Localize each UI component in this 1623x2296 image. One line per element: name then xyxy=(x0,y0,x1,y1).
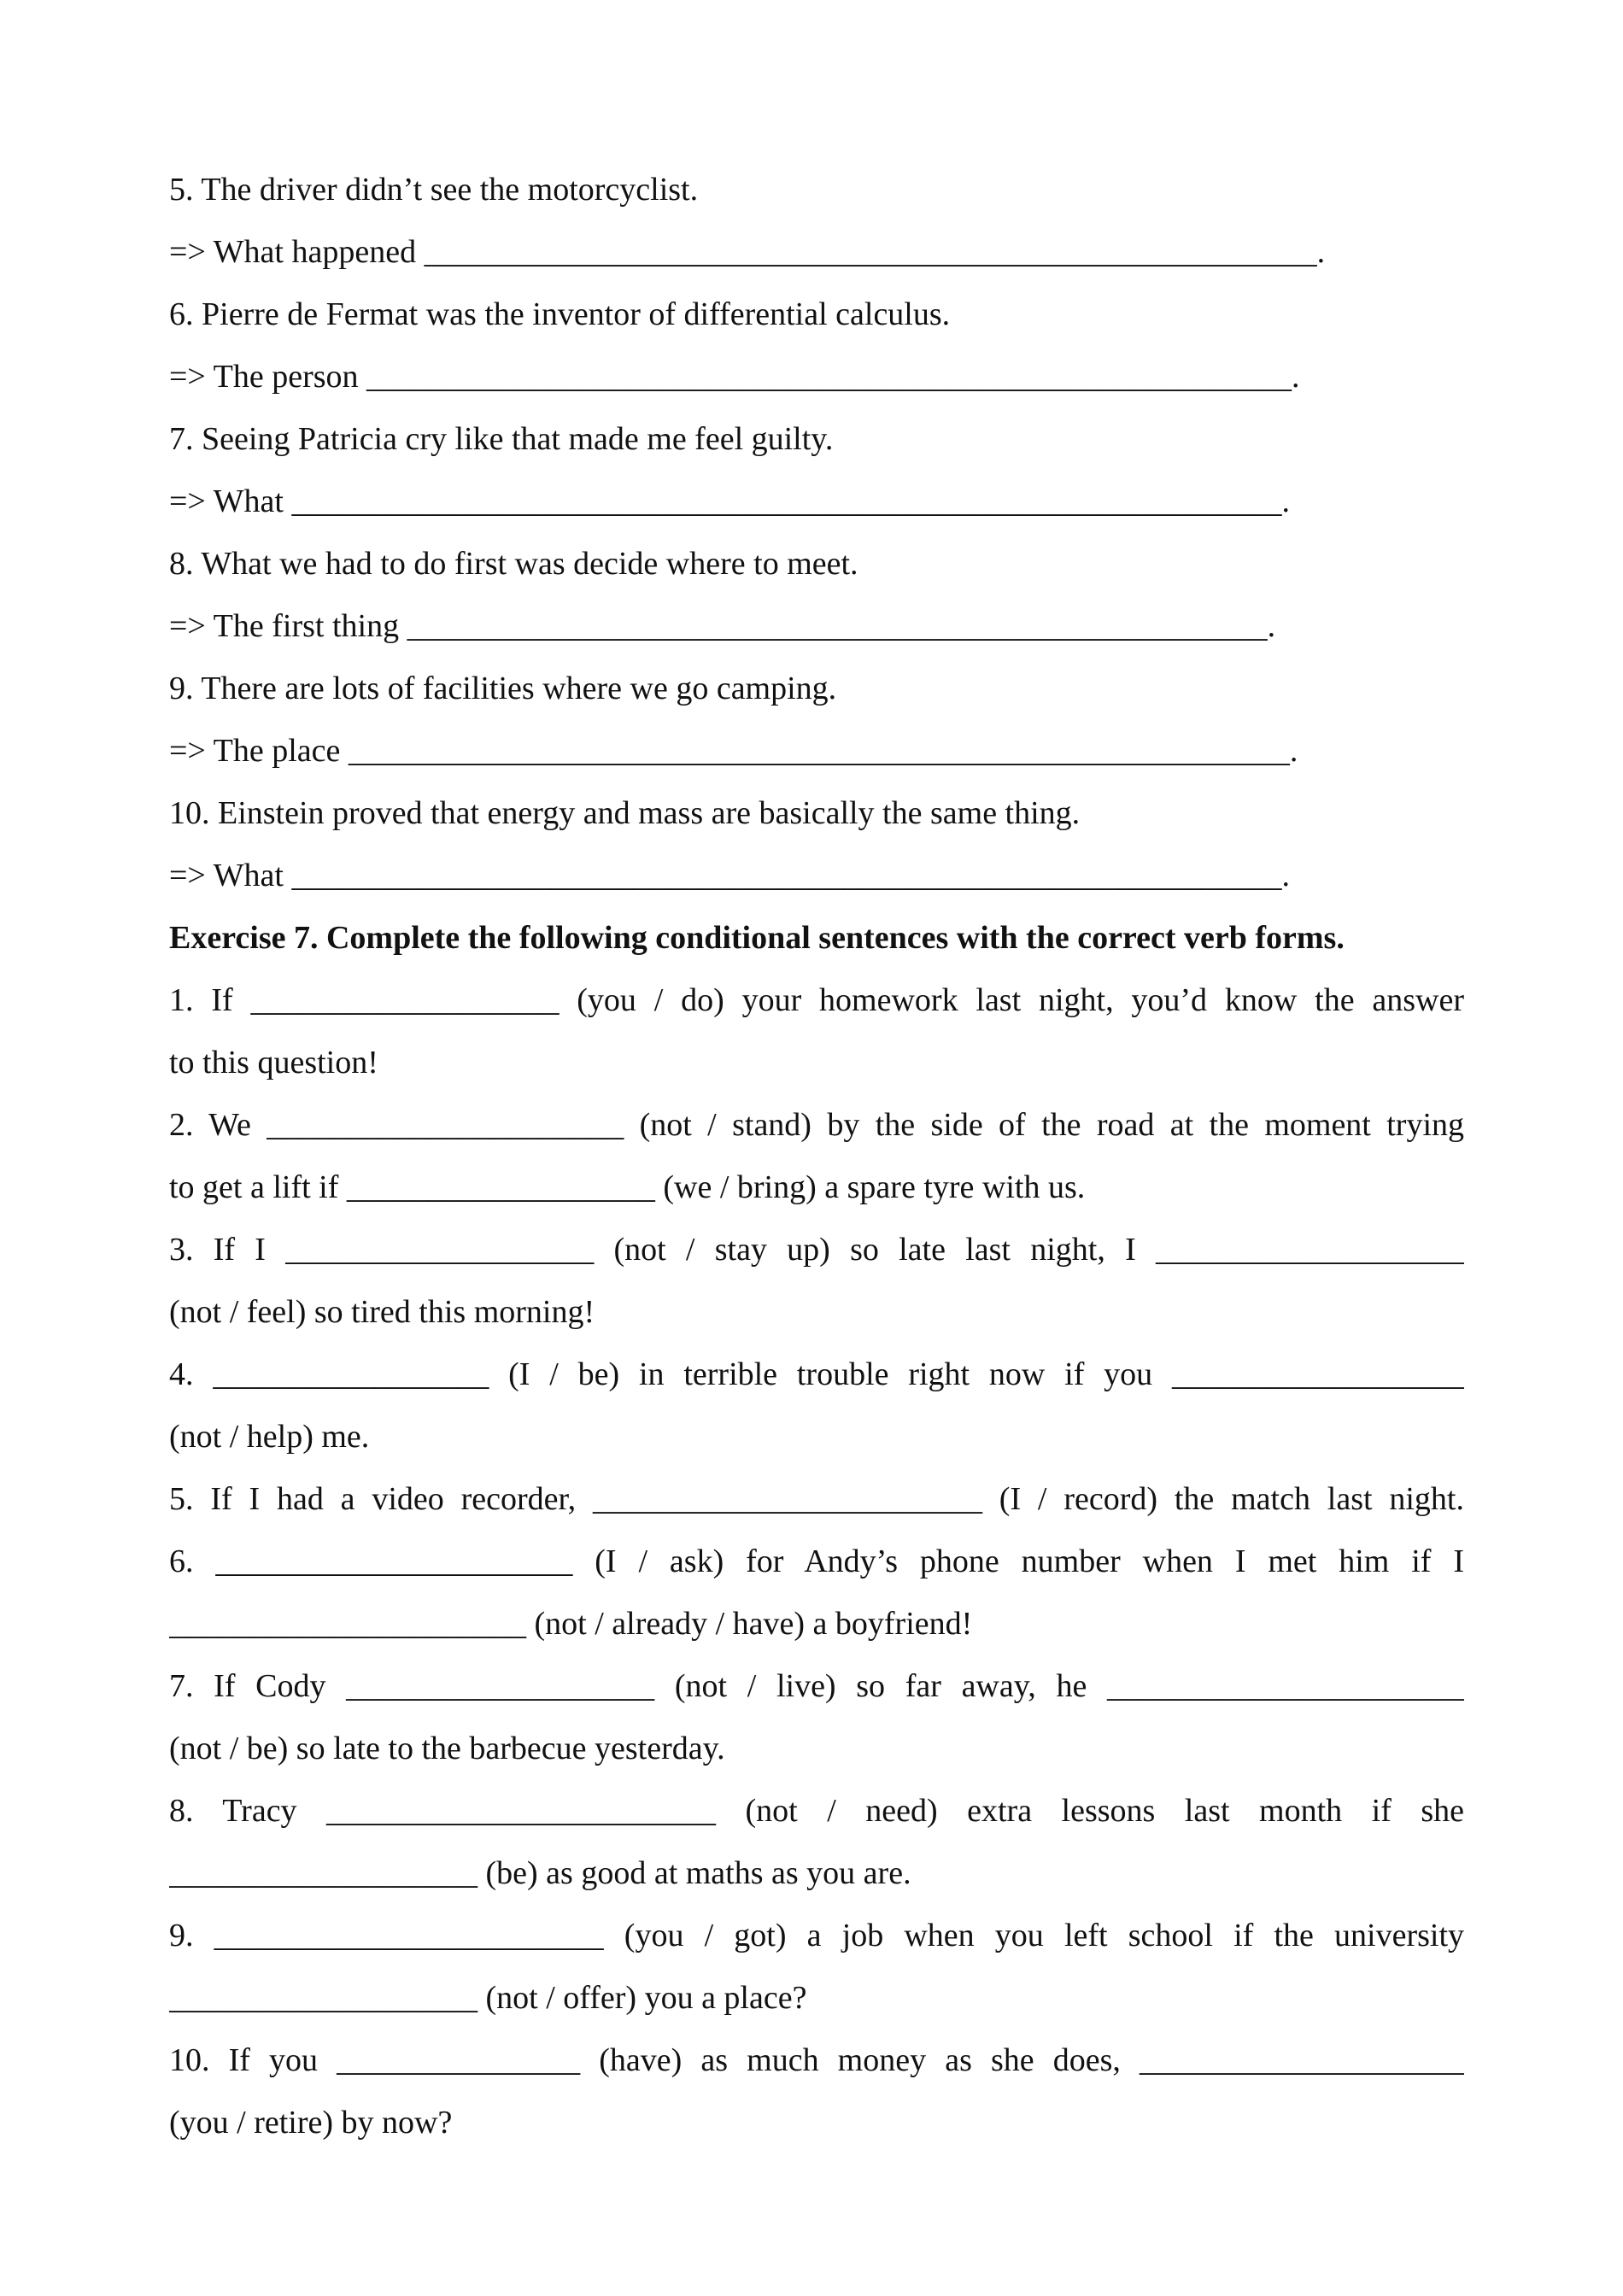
exercise7-item8-line1: 8. Tracy ________________________ (not / need) extra lessons last month if she xyxy=(169,1793,1464,1829)
exercise7-heading: Exercise 7. Complete the following conditional sentences with the correct verb forms. xyxy=(169,920,1345,956)
exercise6-item6-answer: => The person _________________________________________________________. xyxy=(169,359,1300,395)
exercise6-item9-sentence: 9. There are lots of facilities where we go camping. xyxy=(169,671,837,706)
exercise7-item2-line2: to get a lift if ___________________ (we / bring) a spare tyre with us. xyxy=(169,1169,1086,1205)
exercise6-item10-answer: => What _____________________________________________________________. xyxy=(169,858,1290,893)
exercise6-item10-sentence: 10. Einstein proved that energy and mass are basically the same thing. xyxy=(169,795,1081,831)
exercise6-item8-sentence: 8. What we had to do first was decide where to meet. xyxy=(169,546,858,582)
exercise6-item5-answer: => What happened _______________________________________________________. xyxy=(169,234,1326,270)
exercise7-item10-line1: 10. If you _______________ (have) as much money as she does, ____________________ xyxy=(169,2042,1464,2078)
exercise7-item3-line2: (not / feel) so tired this morning! xyxy=(169,1294,595,1330)
exercise6-item9-answer: => The place __________________________________________________________. xyxy=(169,733,1298,769)
exercise7-item3-line1: 3. If I ___________________ (not / stay up) so late last night, I ___________________ xyxy=(169,1232,1464,1268)
exercise7-item1-line2: to this question! xyxy=(169,1045,378,1081)
exercise7-item8-line2: ___________________ (be) as good at maths as you are. xyxy=(169,1855,911,1891)
exercise7-item7-line1: 7. If Cody ___________________ (not / live) so far away, he ______________________ xyxy=(169,1668,1464,1704)
exercise6-item5-sentence: 5. The driver didn’t see the motorcyclist. xyxy=(169,172,699,208)
exercise7-item6-line1: 6. ______________________ (I / ask) for Andy’s phone number when I met him if I xyxy=(169,1543,1464,1579)
exercise7-item2-line1: 2. We ______________________ (not / stand) by the side of the road at the moment trying xyxy=(169,1107,1464,1143)
exercise7-item9-line1: 9. ________________________ (you / got) a job when you left school if the university xyxy=(169,1918,1464,1953)
exercise7-item7-line2: (not / be) so late to the barbecue yesterday. xyxy=(169,1731,725,1766)
exercise7-item9-line2: ___________________ (not / offer) you a place? xyxy=(169,1980,807,2016)
exercise7-item4-line1: 4. _________________ (I / be) in terrible trouble right now if you __________________ xyxy=(169,1356,1464,1392)
exercise7-item4-line2: (not / help) me. xyxy=(169,1419,370,1455)
exercise6-item7-answer: => What _____________________________________________________________. xyxy=(169,483,1290,519)
exercise6-item8-answer: => The first thing _____________________________________________________. xyxy=(169,608,1276,644)
exercise7-item6-line2: ______________________ (not / already / have) a boyfriend! xyxy=(169,1606,973,1642)
exercise7-item10-line2: (you / retire) by now? xyxy=(169,2105,453,2141)
exercise6-item7-sentence: 7. Seeing Patricia cry like that made me feel guilty. xyxy=(169,421,834,457)
exercise7-item1-line1: 1. If ___________________ (you / do) your homework last night, you’d know the answer xyxy=(169,982,1464,1018)
exercise7-item5-line1: 5. If I had a video recorder, ________________________ (I / record) the match last night. xyxy=(169,1481,1464,1517)
exercise6-item6-sentence: 6. Pierre de Fermat was the inventor of differential calculus. xyxy=(169,296,951,332)
